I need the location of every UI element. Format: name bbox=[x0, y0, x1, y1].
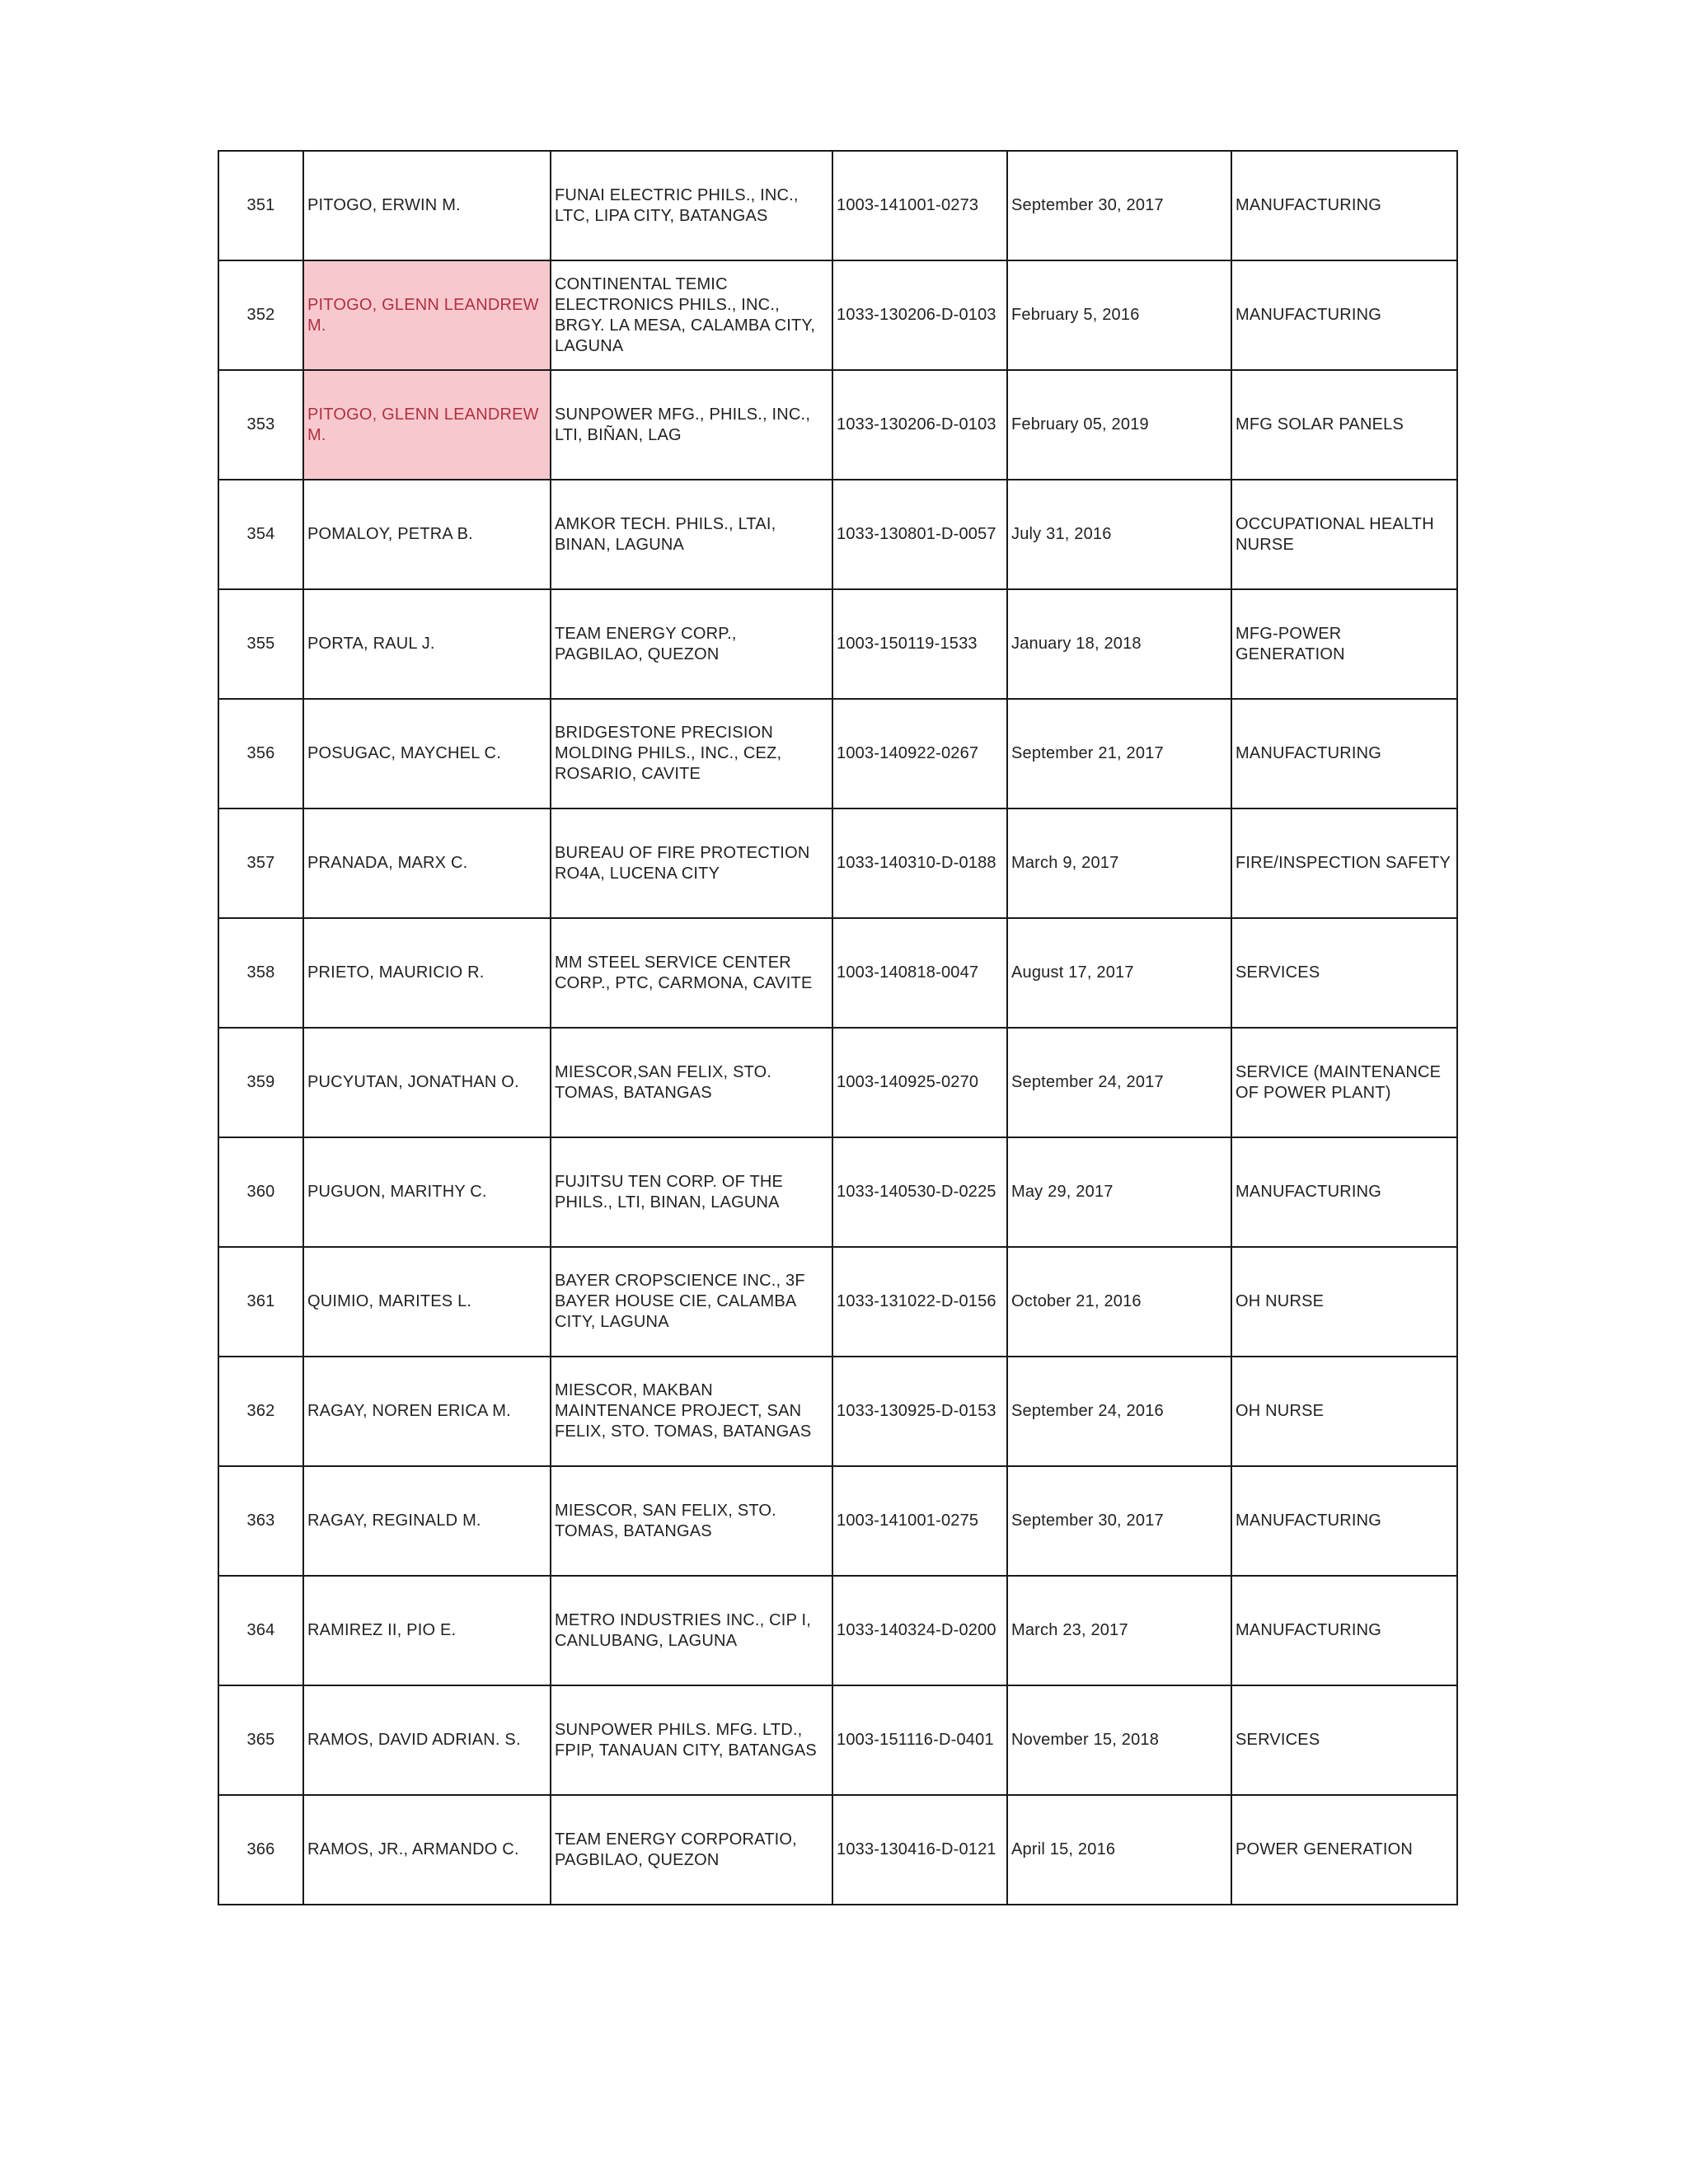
table-row bbox=[218, 480, 1457, 589]
validity-date-cell: September 30, 2017 bbox=[1007, 151, 1231, 260]
row-number-cell: 363 bbox=[218, 1466, 303, 1576]
accreditation-number-cell: 1033-130801-D-0057 bbox=[832, 480, 1007, 589]
industry-type-cell: MANUFACTURING bbox=[1231, 1466, 1457, 1576]
table-row bbox=[218, 151, 1457, 260]
practitioner-name-cell: RAMOS, JR., ARMANDO C. bbox=[303, 1795, 551, 1905]
row-number-cell: 366 bbox=[218, 1795, 303, 1905]
table-row bbox=[218, 1357, 1457, 1466]
table-row bbox=[218, 1137, 1457, 1247]
accreditation-number-cell: 1003-140922-0267 bbox=[832, 699, 1007, 808]
accreditation-number-cell: 1003-151116-D-0401 bbox=[832, 1685, 1007, 1795]
practitioner-name-cell: POMALOY, PETRA B. bbox=[303, 480, 551, 589]
row-number-cell: 357 bbox=[218, 808, 303, 918]
industry-type-cell: OH NURSE bbox=[1231, 1357, 1457, 1466]
practitioner-name-cell: PUCYUTAN, JONATHAN O. bbox=[303, 1028, 551, 1137]
practitioner-name-cell: RAGAY, REGINALD M. bbox=[303, 1466, 551, 1576]
accreditation-number-cell: 1003-150119-1533 bbox=[832, 589, 1007, 699]
table-row bbox=[218, 1466, 1457, 1576]
accreditation-number-cell: 1033-130925-D-0153 bbox=[832, 1357, 1007, 1466]
row-number-cell: 352 bbox=[218, 260, 303, 370]
row-number-cell: 364 bbox=[218, 1576, 303, 1685]
industry-type-cell: MANUFACTURING bbox=[1231, 151, 1457, 260]
industry-type-cell: SERVICES bbox=[1231, 1685, 1457, 1795]
validity-date-cell: March 23, 2017 bbox=[1007, 1576, 1231, 1685]
table-row bbox=[218, 808, 1457, 918]
industry-type-cell: FIRE/INSPECTION SAFETY bbox=[1231, 808, 1457, 918]
table-row bbox=[218, 1247, 1457, 1357]
registry-table bbox=[218, 150, 1458, 1905]
company-address-cell: CONTINENTAL TEMIC ELECTRONICS PHILS., INC., BRGY. LA MESA, CALAMBA CITY, LAGUNA bbox=[551, 260, 832, 370]
company-address-cell: MIESCOR, SAN FELIX, STO. TOMAS, BATANGAS bbox=[551, 1466, 832, 1576]
row-number-cell: 361 bbox=[218, 1247, 303, 1357]
accreditation-number-cell: 1033-131022-D-0156 bbox=[832, 1247, 1007, 1357]
accreditation-number-cell: 1003-141001-0273 bbox=[832, 151, 1007, 260]
industry-type-cell: MANUFACTURING bbox=[1231, 1576, 1457, 1685]
practitioner-name-cell: PUGUON, MARITHY C. bbox=[303, 1137, 551, 1247]
validity-date-cell: February 05, 2019 bbox=[1007, 370, 1231, 480]
industry-type-cell: SERVICES bbox=[1231, 918, 1457, 1028]
industry-type-cell: OH NURSE bbox=[1231, 1247, 1457, 1357]
row-number-cell: 365 bbox=[218, 1685, 303, 1795]
row-number-cell: 359 bbox=[218, 1028, 303, 1137]
row-number-cell: 353 bbox=[218, 370, 303, 480]
accreditation-number-cell: 1003-141001-0275 bbox=[832, 1466, 1007, 1576]
company-address-cell: TEAM ENERGY CORPORATIO, PAGBILAO, QUEZON bbox=[551, 1795, 832, 1905]
validity-date-cell: February 5, 2016 bbox=[1007, 260, 1231, 370]
industry-type-cell: SERVICE (MAINTENANCE OF POWER PLANT) bbox=[1231, 1028, 1457, 1137]
table-row bbox=[218, 1028, 1457, 1137]
table-row bbox=[218, 1795, 1457, 1905]
company-address-cell: FUJITSU TEN CORP. OF THE PHILS., LTI, BINAN, LAGUNA bbox=[551, 1137, 832, 1247]
industry-type-cell: MFG SOLAR PANELS bbox=[1231, 370, 1457, 480]
practitioner-name-cell: RAMIREZ II, PIO E. bbox=[303, 1576, 551, 1685]
registry-table-body bbox=[218, 151, 1457, 1905]
row-number-cell: 356 bbox=[218, 699, 303, 808]
validity-date-cell: April 15, 2016 bbox=[1007, 1795, 1231, 1905]
accreditation-number-cell: 1003-140925-0270 bbox=[832, 1028, 1007, 1137]
company-address-cell: BRIDGESTONE PRECISION MOLDING PHILS., INC., CEZ, ROSARIO, CAVITE bbox=[551, 699, 832, 808]
validity-date-cell: May 29, 2017 bbox=[1007, 1137, 1231, 1247]
company-address-cell: FUNAI ELECTRIC PHILS., INC., LTC, LIPA CITY, BATANGAS bbox=[551, 151, 832, 260]
practitioner-name-cell: PORTA, RAUL J. bbox=[303, 589, 551, 699]
table-row bbox=[218, 589, 1457, 699]
practitioner-name-cell: PRIETO, MAURICIO R. bbox=[303, 918, 551, 1028]
validity-date-cell: January 18, 2018 bbox=[1007, 589, 1231, 699]
table-row bbox=[218, 260, 1457, 370]
validity-date-cell: September 30, 2017 bbox=[1007, 1466, 1231, 1576]
accreditation-number-cell: 1033-140324-D-0200 bbox=[832, 1576, 1007, 1685]
practitioner-name-cell: RAMOS, DAVID ADRIAN. S. bbox=[303, 1685, 551, 1795]
accreditation-number-cell: 1003-140818-0047 bbox=[832, 918, 1007, 1028]
company-address-cell: SUNPOWER MFG., PHILS., INC., LTI, BIÑAN, LAG bbox=[551, 370, 832, 480]
company-address-cell: MM STEEL SERVICE CENTER CORP., PTC, CARMONA, CAVITE bbox=[551, 918, 832, 1028]
row-number-cell: 360 bbox=[218, 1137, 303, 1247]
validity-date-cell: March 9, 2017 bbox=[1007, 808, 1231, 918]
company-address-cell: BUREAU OF FIRE PROTECTION RO4A, LUCENA CITY bbox=[551, 808, 832, 918]
industry-type-cell: POWER GENERATION bbox=[1231, 1795, 1457, 1905]
company-address-cell: TEAM ENERGY CORP., PAGBILAO, QUEZON bbox=[551, 589, 832, 699]
industry-type-cell: MANUFACTURING bbox=[1231, 699, 1457, 808]
practitioner-name-cell: PITOGO, GLENN LEANDREW M. bbox=[303, 260, 551, 370]
practitioner-name-cell: QUIMIO, MARITES L. bbox=[303, 1247, 551, 1357]
practitioner-name-cell: PRANADA, MARX C. bbox=[303, 808, 551, 918]
accreditation-number-cell: 1033-130416-D-0121 bbox=[832, 1795, 1007, 1905]
table-row bbox=[218, 1576, 1457, 1685]
validity-date-cell: July 31, 2016 bbox=[1007, 480, 1231, 589]
practitioner-name-cell: RAGAY, NOREN ERICA M. bbox=[303, 1357, 551, 1466]
validity-date-cell: September 24, 2017 bbox=[1007, 1028, 1231, 1137]
row-number-cell: 362 bbox=[218, 1357, 303, 1466]
validity-date-cell: September 24, 2016 bbox=[1007, 1357, 1231, 1466]
industry-type-cell: MANUFACTURING bbox=[1231, 260, 1457, 370]
practitioner-name-cell: POSUGAC, MAYCHEL C. bbox=[303, 699, 551, 808]
validity-date-cell: September 21, 2017 bbox=[1007, 699, 1231, 808]
table-row bbox=[218, 1685, 1457, 1795]
accreditation-number-cell: 1033-140310-D-0188 bbox=[832, 808, 1007, 918]
company-address-cell: SUNPOWER PHILS. MFG. LTD., FPIP, TANAUAN CITY, BATANGAS bbox=[551, 1685, 832, 1795]
row-number-cell: 358 bbox=[218, 918, 303, 1028]
table-row bbox=[218, 699, 1457, 808]
practitioner-name-cell: PITOGO, GLENN LEANDREW M. bbox=[303, 370, 551, 480]
industry-type-cell: MFG-POWER GENERATION bbox=[1231, 589, 1457, 699]
industry-type-cell: MANUFACTURING bbox=[1231, 1137, 1457, 1247]
company-address-cell: BAYER CROPSCIENCE INC., 3F BAYER HOUSE CIE, CALAMBA CITY, LAGUNA bbox=[551, 1247, 832, 1357]
company-address-cell: MIESCOR,SAN FELIX, STO. TOMAS, BATANGAS bbox=[551, 1028, 832, 1137]
industry-type-cell: OCCUPATIONAL HEALTH NURSE bbox=[1231, 480, 1457, 589]
row-number-cell: 354 bbox=[218, 480, 303, 589]
row-number-cell: 351 bbox=[218, 151, 303, 260]
validity-date-cell: August 17, 2017 bbox=[1007, 918, 1231, 1028]
accreditation-number-cell: 1033-130206-D-0103 bbox=[832, 260, 1007, 370]
company-address-cell: MIESCOR, MAKBAN MAINTENANCE PROJECT, SAN FELIX, STO. TOMAS, BATANGAS bbox=[551, 1357, 832, 1466]
table-row bbox=[218, 918, 1457, 1028]
practitioner-name-cell: PITOGO, ERWIN M. bbox=[303, 151, 551, 260]
validity-date-cell: October 21, 2016 bbox=[1007, 1247, 1231, 1357]
table-row bbox=[218, 370, 1457, 480]
accreditation-number-cell: 1033-130206-D-0103 bbox=[832, 370, 1007, 480]
validity-date-cell: November 15, 2018 bbox=[1007, 1685, 1231, 1795]
company-address-cell: METRO INDUSTRIES INC., CIP I, CANLUBANG, LAGUNA bbox=[551, 1576, 832, 1685]
accreditation-number-cell: 1033-140530-D-0225 bbox=[832, 1137, 1007, 1247]
row-number-cell: 355 bbox=[218, 589, 303, 699]
company-address-cell: AMKOR TECH. PHILS., LTAI, BINAN, LAGUNA bbox=[551, 480, 832, 589]
